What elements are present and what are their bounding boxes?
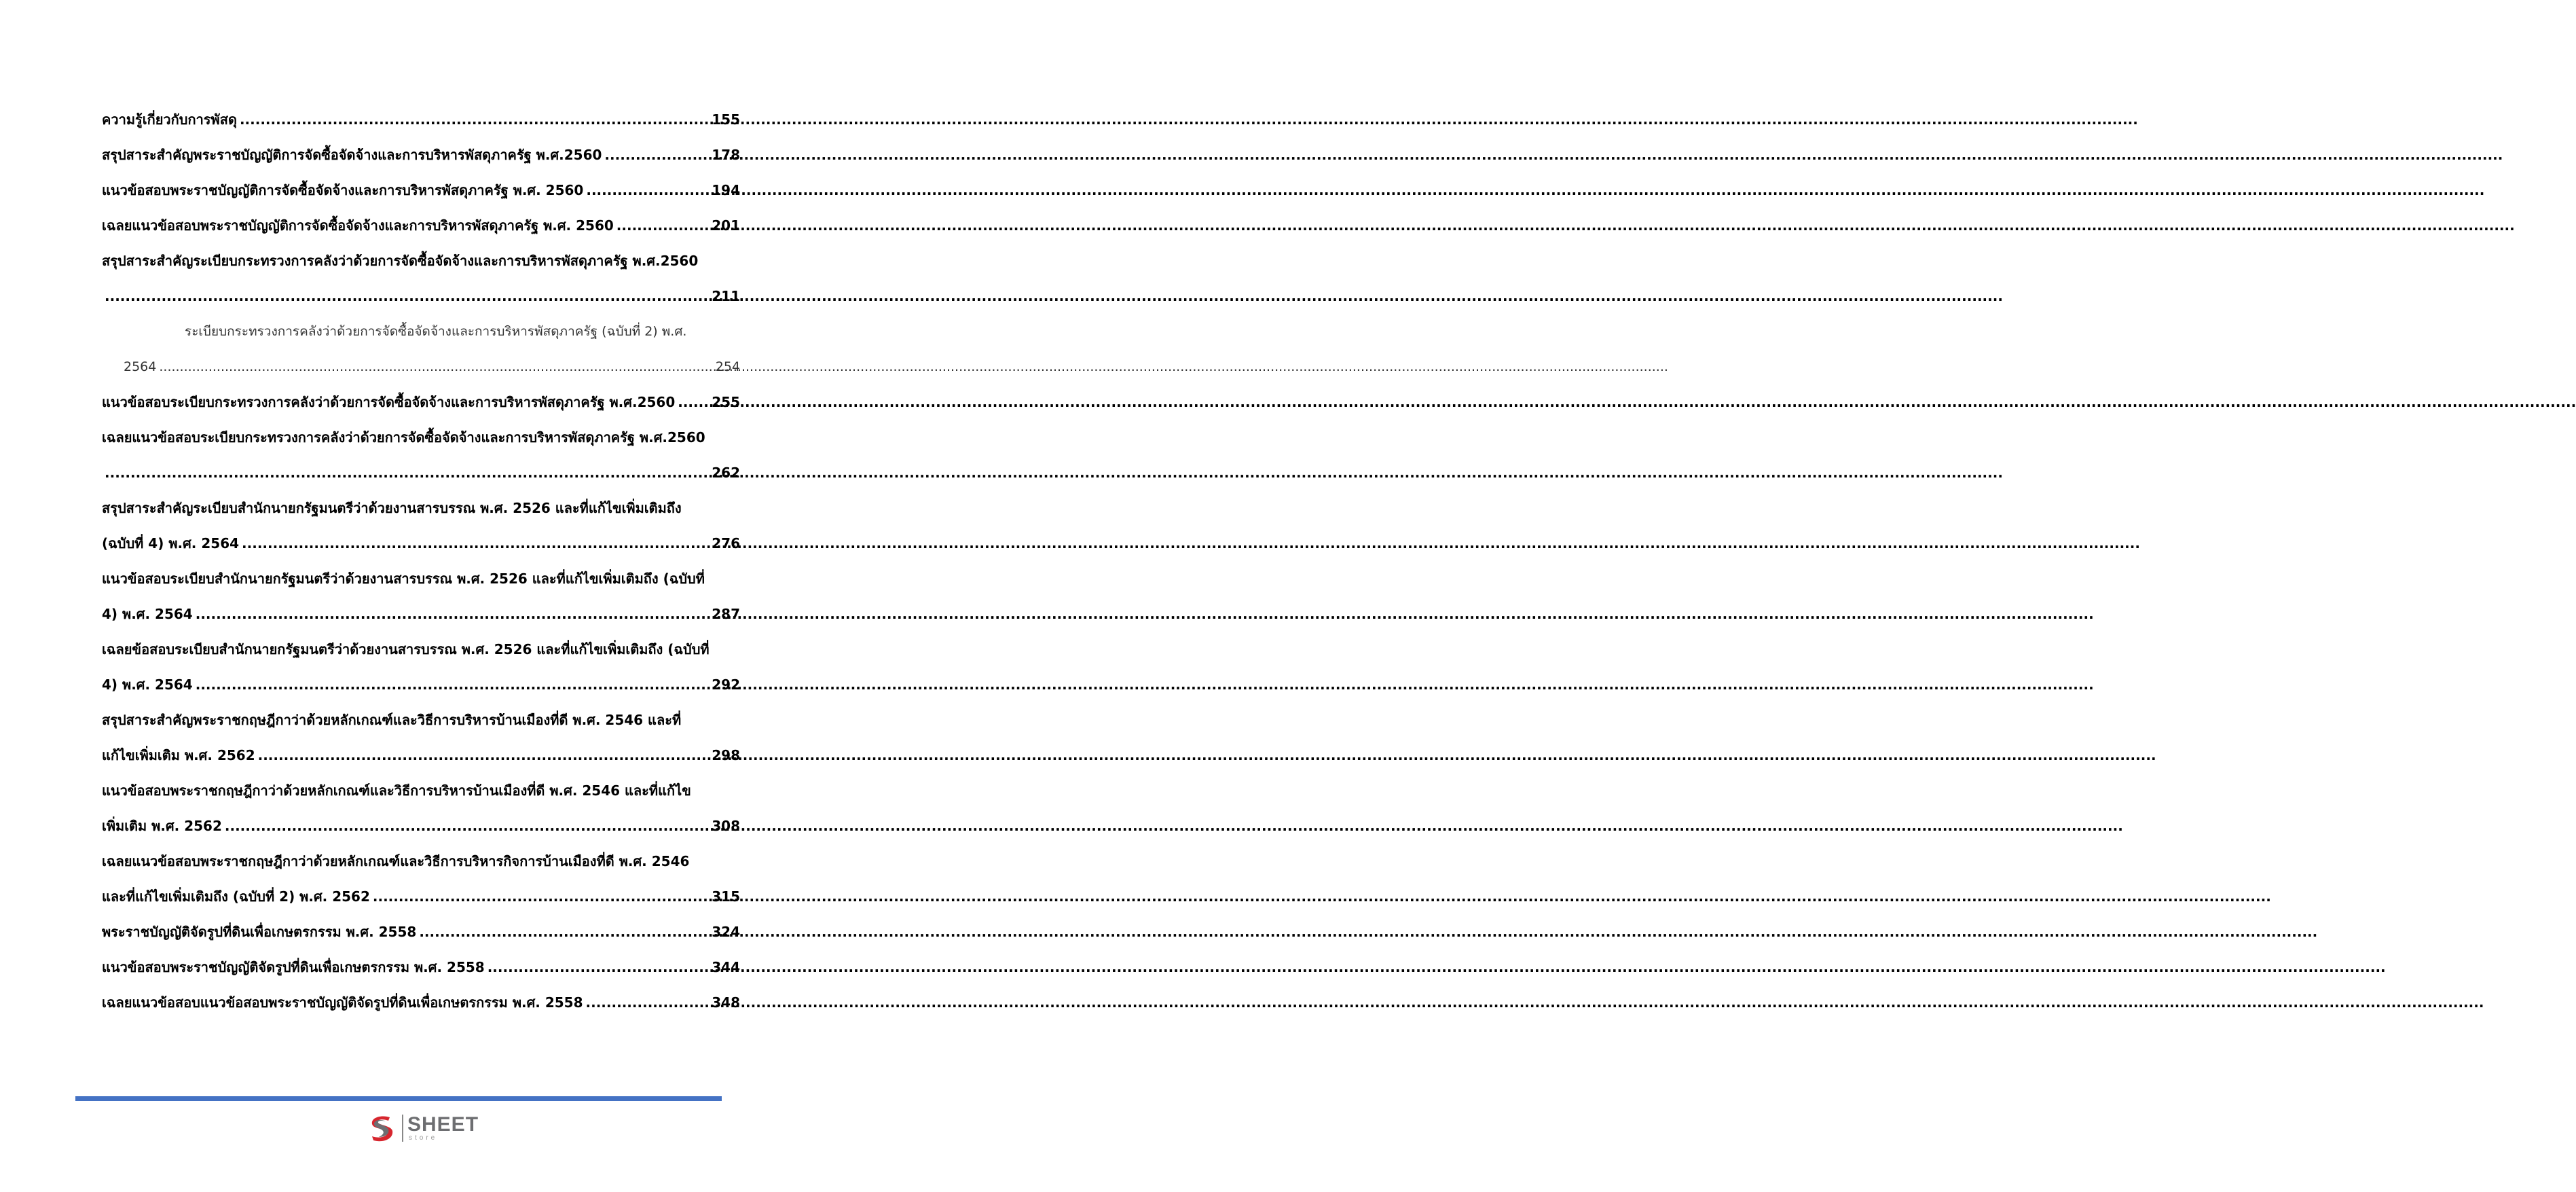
toc-entry-lead: เฉลยแนวข้อสอบพระราชกฤษฎีกาว่าด้วยหลักเกณฑ์และวิธีการบริหารกิจการบ้านเมืองที่ดี พ.ศ. 2546	[102, 853, 690, 869]
toc-entry-title: 4) พ.ศ. 2564	[102, 676, 193, 693]
toc-entry-title: (ฉบับที่ 4) พ.ศ. 2564	[102, 535, 240, 552]
toc-entry[interactable]	[102, 773, 740, 844]
dot-leader	[225, 808, 709, 844]
toc-entry-page: 315	[712, 888, 740, 905]
dot-leader	[105, 278, 709, 314]
dot-leader	[258, 738, 710, 773]
toc-entry[interactable]	[102, 490, 740, 561]
toc-entry-title: พระราชบัญญัติจัดรูปที่ดินเพื่อเกษตรกรรม พ.ศ. 2558	[102, 924, 417, 940]
logo-sub: store	[409, 1134, 438, 1142]
sheet-store-s-icon	[365, 1112, 398, 1144]
toc-entry[interactable]	[102, 173, 740, 208]
toc-entry[interactable]	[102, 420, 740, 490]
toc-entry-page: 276	[712, 535, 740, 552]
toc-entry-page: 262	[712, 465, 740, 481]
dot-leader	[196, 667, 710, 702]
toc-entry-title: แนวข้อสอบพระราชบัญญัติการจัดซื้อจัดจ้างและการบริหารพัสดุภาครัฐ พ.ศ. 2560	[102, 182, 584, 198]
toc-entry-lead: สรุปสาระสำคัญระเบียบกระทรวงการคลังว่าด้วยการจัดซื้อจัดจ้างและการบริหารพัสดุภาครัฐ พ.ศ.2560	[102, 253, 699, 269]
dot-leader	[586, 985, 710, 1020]
toc-entry-page: 155	[712, 111, 740, 128]
toc-entry-page: 254	[715, 359, 740, 374]
toc-entry-title: 4) พ.ศ. 2564	[102, 606, 193, 622]
toc-entry-title: สรุปสาระสำคัญพระราชบัญญัติการจัดซื้อจัดจ้างและการบริหารพัสดุภาครัฐ พ.ศ.2560	[102, 147, 602, 163]
toc-entry-page: 344	[712, 959, 740, 975]
toc-entry-lead: แนวข้อสอบระเบียบสำนักนายกรัฐมนตรีว่าด้วยงานสารบรรณ พ.ศ. 2526 และที่แก้ไขเพิ่มเติมถึง (ฉบับที่	[102, 571, 705, 587]
toc-entry-title: แก้ไขเพิ่มเติม พ.ศ. 2562	[102, 747, 255, 763]
toc-entry-page: 298	[712, 747, 740, 763]
toc-entry-title: ความรู้เกี่ยวกับการพัสดุ	[102, 111, 237, 128]
toc-entry-page: 348	[712, 994, 740, 1011]
toc-entry-page: 292	[712, 676, 740, 693]
toc-entry-page: 178	[712, 147, 740, 163]
footer-rule	[75, 1096, 722, 1101]
toc-entry[interactable]	[102, 950, 740, 985]
toc-entry-page: 211	[712, 288, 740, 304]
sheet-store-logo	[365, 1111, 479, 1145]
toc-entry-lead: สรุปสาระสำคัญระเบียบสำนักนายกรัฐมนตรีว่าด้วยงานสารบรรณ พ.ศ. 2526 และที่แก้ไขเพิ่มเติมถึง	[102, 500, 682, 516]
dot-leader	[678, 384, 709, 420]
dot-leader	[159, 349, 712, 384]
table-of-contents	[102, 102, 740, 1020]
toc-entry[interactable]	[102, 914, 740, 950]
dot-leader	[617, 208, 709, 243]
toc-entry-page: 308	[712, 818, 740, 834]
toc-entry-title: เพิ่มเติม พ.ศ. 2562	[102, 818, 222, 834]
dot-leader	[487, 950, 710, 985]
toc-entry-lead: แนวข้อสอบพระราชกฤษฎีกาว่าด้วยหลักเกณฑ์และวิธีการบริหารบ้านเมืองที่ดี พ.ศ. 2546 และที่แก้ไข	[102, 782, 691, 799]
toc-entry-lead: เฉลยแนวข้อสอบระเบียบกระทรวงการคลังว่าด้วยการจัดซื้อจัดจ้างและการบริหารพัสดุภาครัฐ พ.ศ.2560	[102, 429, 705, 446]
toc-entry-title: แนวข้อสอบระเบียบกระทรวงการคลังว่าด้วยการจัดซื้อจัดจ้างและการบริหารพัสดุภาครัฐ พ.ศ.2560	[102, 394, 676, 410]
dot-leader	[242, 526, 709, 561]
toc-entry[interactable]	[102, 632, 740, 702]
toc-entry[interactable]	[102, 702, 740, 773]
dot-leader	[196, 596, 710, 632]
toc-entry[interactable]	[102, 561, 740, 632]
toc-entry-title: เฉลยแนวข้อสอบแนวข้อสอบพระราชบัญญัติจัดรูปที่ดินเพื่อเกษตรกรรม พ.ศ. 2558	[102, 994, 583, 1011]
dot-leader	[586, 173, 709, 208]
toc-entry-title: เฉลยแนวข้อสอบพระราชบัญญัติการจัดซื้อจัดจ้างและการบริหารพัสดุภาครัฐ พ.ศ. 2560	[102, 217, 614, 234]
dot-leader	[604, 137, 709, 173]
toc-entry[interactable]	[102, 844, 740, 914]
toc-entry-lead: สรุปสาระสำคัญพระราชกฤษฎีกาว่าด้วยหลักเกณฑ์และวิธีการบริหารบ้านเมืองที่ดี พ.ศ. 2546 และที่	[102, 712, 682, 728]
logo-word: SHEET	[407, 1113, 479, 1136]
logo-wordmark	[407, 1115, 479, 1142]
toc-entry-title: แนวข้อสอบพระราชบัญญัติจัดรูปที่ดินเพื่อเกษตรกรรม พ.ศ. 2558	[102, 959, 485, 975]
dot-leader	[105, 455, 709, 490]
toc-entry[interactable]	[102, 384, 740, 420]
toc-entry-page: 324	[712, 924, 740, 940]
toc-entry[interactable]	[102, 208, 740, 243]
toc-entry[interactable]	[102, 243, 740, 314]
toc-entry-page: 287	[712, 606, 740, 622]
dot-leader	[373, 879, 709, 914]
toc-entry[interactable]	[102, 102, 740, 137]
toc-entry-title: และที่แก้ไขเพิ่มเติมถึง (ฉบับที่ 2) พ.ศ. 2562	[102, 888, 370, 905]
toc-entry-title: 2564	[124, 359, 157, 374]
logo-separator	[402, 1115, 403, 1142]
toc-entry-page: 194	[712, 182, 740, 198]
toc-entry-sub[interactable]	[102, 314, 740, 384]
toc-entry[interactable]	[102, 985, 740, 1020]
toc-entry-page: 201	[712, 217, 740, 234]
toc-entry-lead: ระเบียบกระทรวงการคลังว่าด้วยการจัดซื้อจัดจ้างและการบริหารพัสดุภาครัฐ (ฉบับที่ 2) พ.ศ.	[185, 324, 687, 339]
toc-entry[interactable]	[102, 137, 740, 173]
dot-leader	[419, 914, 709, 950]
toc-entry-page: 255	[712, 394, 740, 410]
toc-entry-lead: เฉลยข้อสอบระเบียบสำนักนายกรัฐมนตรีว่าด้วยงานสารบรรณ พ.ศ. 2526 และที่แก้ไขเพิ่มเติมถึง (ฉบับที่	[102, 641, 710, 657]
dot-leader	[240, 102, 709, 137]
